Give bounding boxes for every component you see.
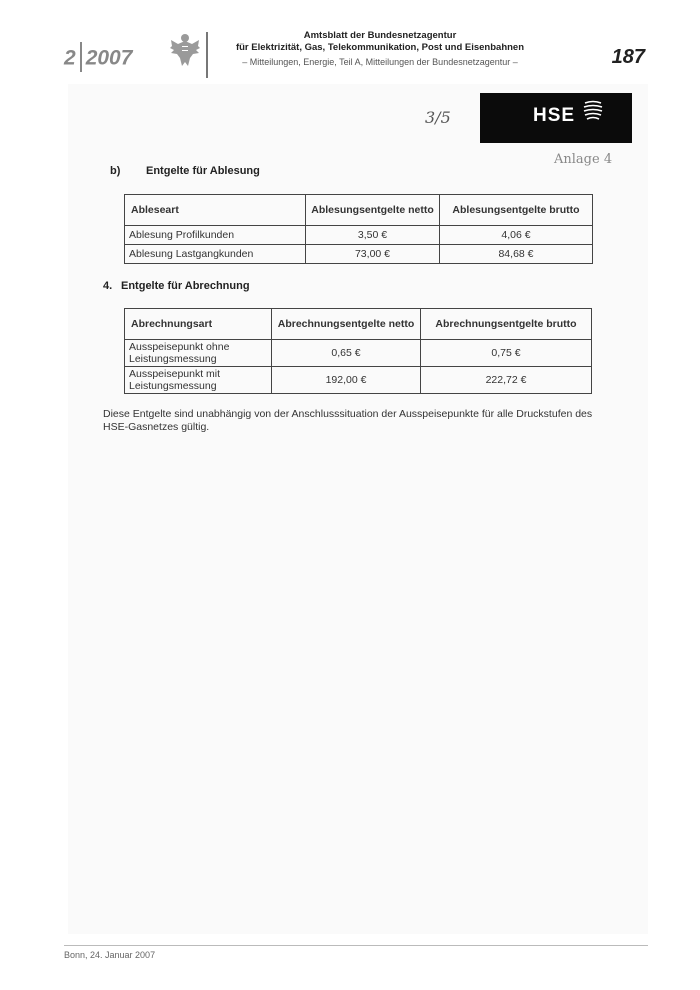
table-cell: 192,00 € (272, 367, 421, 394)
reading-fees-table (124, 194, 593, 264)
table-cell: Ausspeisepunkt mit Leistungsmessung (125, 367, 272, 394)
publication-title (230, 30, 530, 54)
section-b-heading (110, 165, 260, 177)
section-4-title: Entgelte für Abrechnung (121, 280, 250, 292)
table-cell: 3,50 € (306, 226, 440, 245)
table-row (125, 367, 592, 394)
section-b-label: b) (110, 165, 121, 177)
publication-title-line2: für Elektrizität, Gas, Telekommunikation, Post und Eisenbahnen (235, 42, 525, 53)
table-cell: 4,06 € (440, 226, 593, 245)
table-cell: 222,72 € (421, 367, 592, 394)
page-number: 187 (611, 46, 645, 68)
table-cell: Ablesung Profilkunden (125, 226, 306, 245)
table-row (125, 340, 592, 367)
handwritten-page-number: 3/5 (425, 108, 451, 127)
table-header-row (125, 309, 592, 340)
table-cell: 0,75 € (421, 340, 592, 367)
table-cell: 73,00 € (306, 245, 440, 264)
issue-divider (80, 42, 82, 72)
publication-title-line1: Amtsblatt der Bundesnetzagentur (303, 30, 457, 41)
header-divider (206, 32, 208, 78)
column-header: Abrechnungsart (125, 309, 272, 340)
table-row (125, 226, 593, 245)
column-header: Ableseart (125, 195, 306, 226)
billing-fees-table (124, 308, 592, 394)
table-header-row (125, 195, 593, 226)
hse-logo-text: HSE (533, 105, 576, 126)
section-4-label: 4. (103, 280, 113, 292)
table-cell: 84,68 € (440, 245, 593, 264)
footer-date: Bonn, 24. Januar 2007 (64, 950, 156, 960)
hse-logo-icon (582, 99, 604, 121)
column-header: Abrechnungsentgelte netto (272, 309, 421, 340)
table-row (125, 245, 593, 264)
table-cell: Ausspeisepunkt ohne Leistungsmessung (125, 340, 272, 367)
publication-subtitle: – Mitteilungen, Energie, Teil A, Mitteilungen der Bundesnetzagentur – (242, 57, 518, 67)
federal-eagle-icon (168, 30, 202, 70)
issue-number (64, 44, 132, 74)
issue-number-value: 2 (64, 46, 76, 70)
column-header: Ablesungsentgelte netto (306, 195, 440, 226)
footer-divider (64, 945, 648, 946)
validity-note: Diese Entgelte sind unabhängig von der Anschlusssituation der Ausspeisepunkte für alle Druckstufen des HSE-Gasnetzes gültig. (103, 408, 593, 433)
section-b-title: Entgelte für Ablesung (146, 165, 260, 177)
table-cell: Ablesung Lastgangkunden (125, 245, 306, 264)
column-header: Ablesungsentgelte brutto (440, 195, 593, 226)
column-header: Abrechnungsentgelte brutto (421, 309, 592, 340)
issue-year: 2007 (85, 46, 133, 70)
attachment-label: Anlage 4 (554, 152, 613, 167)
section-4-heading (103, 280, 250, 292)
table-cell: 0,65 € (272, 340, 421, 367)
